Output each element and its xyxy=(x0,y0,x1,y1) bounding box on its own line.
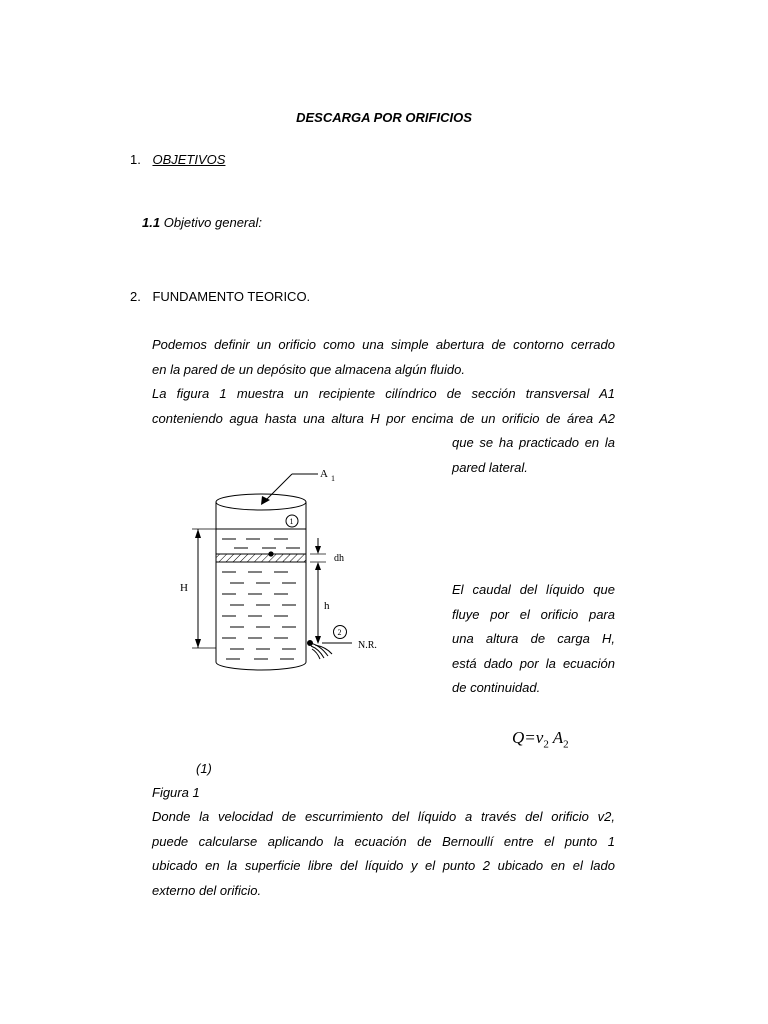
paragraph-4 xyxy=(152,805,615,903)
document-title: DESCARGA POR ORIFICIOS xyxy=(296,110,472,125)
height-label: H xyxy=(180,582,188,594)
subsection-1-1-heading xyxy=(142,215,262,230)
paragraph-3-line: fluye por el orificio para xyxy=(452,606,615,622)
layer-point xyxy=(268,551,273,556)
subsection-1-1-label: Objetivo general: xyxy=(163,215,262,230)
subsection-1-1-number: 1.1 xyxy=(142,215,161,230)
paragraph-2-side-line: pared lateral. xyxy=(452,459,528,475)
paragraph-2-side-line: que se ha practicado en la xyxy=(452,435,615,450)
tank-diagram xyxy=(170,462,400,680)
figure-caption: Figura 1 xyxy=(152,785,200,800)
water-jet xyxy=(310,643,332,659)
section-2-number: 2. xyxy=(130,289,141,304)
section-1-label: OBJETIVOS xyxy=(152,152,226,167)
formula-v-subscript: 2 xyxy=(543,738,549,751)
paragraph-2 xyxy=(152,382,615,431)
hatched-layer xyxy=(216,554,306,562)
point-2-label: 2 xyxy=(337,628,342,637)
paragraph-3-line: El caudal del líquido que xyxy=(452,582,615,597)
dh-label: dh xyxy=(334,553,344,564)
paragraph-2-line: conteniendo agua hasta una altura H por encima de un orificio de área A2 xyxy=(152,410,615,426)
paragraph-3-line: una altura de carga H, xyxy=(452,631,615,646)
paragraph-3-line: de continuidad. xyxy=(452,680,541,695)
paragraph-4-line: externo del orificio. xyxy=(152,882,262,898)
area-label-subscript: 1 xyxy=(331,474,335,483)
dh-arrow-down xyxy=(315,546,321,554)
paragraph-3-line: está dado por la ecuación xyxy=(452,655,615,671)
section-2-heading xyxy=(130,289,310,304)
paragraph-4-line: Donde la velocidad de escurrimiento del líquido a través del orificio v2, xyxy=(152,809,615,824)
area-leader-line xyxy=(264,474,292,502)
section-2-label: FUNDAMENTO TEORICO. xyxy=(152,289,311,304)
formula-a-subscript: 2 xyxy=(563,738,569,751)
paragraph-2-line: La figura 1 muestra un recipiente cilíndrico de sección transversal A1 xyxy=(152,386,615,401)
section-1-heading xyxy=(130,152,225,167)
paragraph-2-side xyxy=(452,431,615,480)
paragraph-1-line: Podemos definir un orificio como una simple abertura de contorno cerrado xyxy=(152,337,615,352)
paragraph-3 xyxy=(452,578,615,701)
reference-level-label: N.R. xyxy=(358,640,377,651)
section-1-number: 1. xyxy=(130,152,141,167)
continuity-formula xyxy=(512,728,569,750)
formula-v: v xyxy=(535,728,544,747)
paragraph-4-line: puede calcularse aplicando la ecuación de Bernoullí entre el punto 1 xyxy=(152,833,615,849)
equation-number: (1) xyxy=(196,761,212,776)
h-label: h xyxy=(324,600,330,612)
paragraph-4-line: ubicado en la superficie libre del líquido y el punto 2 ubicado en el lado xyxy=(152,858,615,873)
area-label: A xyxy=(320,468,328,480)
paragraph-1-line: en la pared de un depósito que almacena algún fluido. xyxy=(152,361,465,377)
formula-a: A xyxy=(552,728,564,747)
formula-equals: = xyxy=(524,728,536,747)
point-1-label: 1 xyxy=(289,517,294,526)
formula-q: Q xyxy=(512,728,525,747)
paragraph-1 xyxy=(152,333,615,382)
